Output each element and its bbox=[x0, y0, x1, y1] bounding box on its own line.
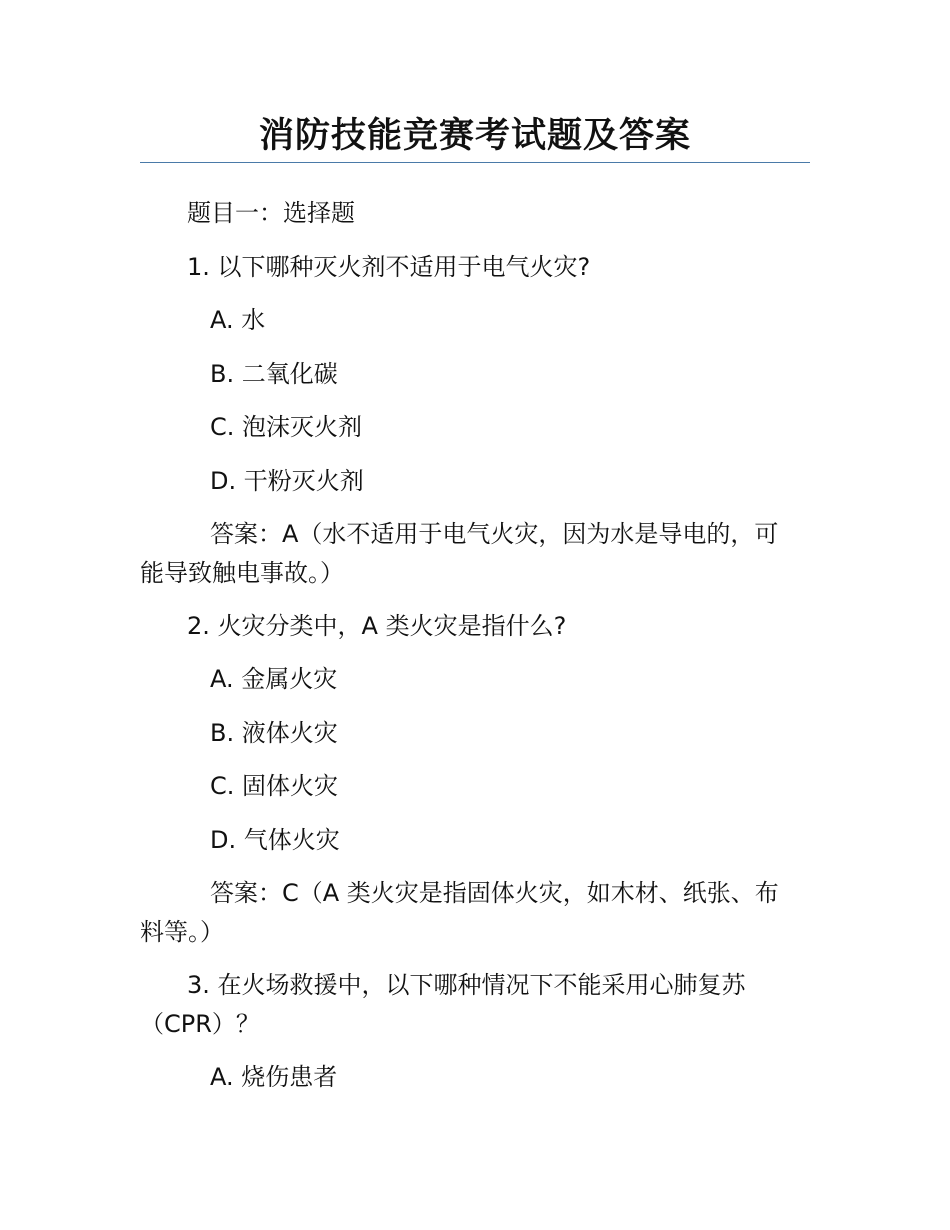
question-option: D. 干粉灭火剂 bbox=[210, 467, 364, 495]
question-option: D. 气体火灾 bbox=[210, 826, 340, 854]
question-stem-continued: （CPR）？ bbox=[140, 1010, 260, 1038]
question-option: C. 泡沫灭火剂 bbox=[210, 413, 363, 441]
document-title: 消防技能竞赛考试题及答案 bbox=[258, 116, 691, 156]
question-stem: 2. 火灾分类中，A 类火灾是指什么? bbox=[187, 612, 567, 640]
question-option: B. 液体火灾 bbox=[210, 719, 338, 747]
answer-text: 答案：C（A 类火灾是指固体火灾，如木材、纸张、布 bbox=[210, 879, 779, 907]
answer-text-continued: 能导致触电事故。） bbox=[140, 559, 344, 587]
question-stem: 1. 以下哪种灭火剂不适用于电气火灾? bbox=[187, 253, 591, 281]
question-option: A. 烧伤患者 bbox=[210, 1063, 338, 1091]
question-stem: 3. 在火场救援中，以下哪种情况下不能采用心肺复苏 bbox=[187, 971, 746, 999]
question-option: B. 二氧化碳 bbox=[210, 360, 338, 388]
question-option: C. 固体火灾 bbox=[210, 772, 339, 800]
answer-text: 答案：A（水不适用于电气火灾，因为水是导电的，可 bbox=[210, 520, 779, 548]
title-underline bbox=[140, 162, 810, 163]
question-option: A. 金属火灾 bbox=[210, 665, 338, 693]
answer-text-continued: 料等。） bbox=[140, 918, 224, 946]
question-option: A. 水 bbox=[210, 306, 266, 334]
section-heading: 题目一：选择题 bbox=[187, 199, 355, 227]
